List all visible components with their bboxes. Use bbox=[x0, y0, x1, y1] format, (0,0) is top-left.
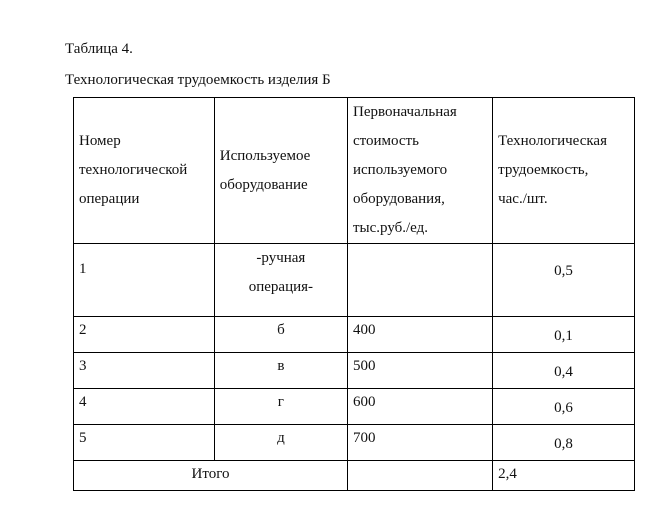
total-label: Итого bbox=[74, 461, 348, 491]
cell-cost: 400 bbox=[347, 317, 492, 353]
cell-operation: 5 bbox=[74, 425, 215, 461]
table-row bbox=[74, 317, 635, 353]
cell-cost: 700 bbox=[347, 425, 492, 461]
cell-equipment: д bbox=[214, 425, 347, 461]
header-initial-cost: Первоначальная стоимость используемого оборудования, тыс.руб./ед. bbox=[347, 98, 492, 244]
total-labor: 2,4 bbox=[493, 461, 635, 491]
cell-operation: 3 bbox=[74, 353, 215, 389]
cell-equipment: в bbox=[214, 353, 347, 389]
cell-labor: 0,5 bbox=[493, 244, 635, 317]
table-row bbox=[74, 353, 635, 389]
header-operation-number: Номер технологической операции bbox=[74, 98, 215, 244]
table-header-row bbox=[74, 98, 635, 244]
cell-labor: 0,4 bbox=[493, 353, 635, 389]
table-title: Технологическая трудоемкость изделия Б bbox=[65, 72, 331, 88]
total-cost bbox=[347, 461, 492, 491]
labor-intensity-table bbox=[73, 97, 635, 491]
cell-labor: 0,8 bbox=[493, 425, 635, 461]
table-number: Таблица 4. bbox=[65, 41, 133, 57]
cell-operation: 2 bbox=[74, 317, 215, 353]
header-labor-intensity: Технологическая трудоемкость, час./шт. bbox=[493, 98, 635, 244]
cell-operation: 1 bbox=[74, 244, 215, 317]
table-row bbox=[74, 389, 635, 425]
table-row bbox=[74, 244, 635, 317]
cell-equipment: б bbox=[214, 317, 347, 353]
cell-labor: 0,1 bbox=[493, 317, 635, 353]
cell-cost: 500 bbox=[347, 353, 492, 389]
cell-cost: 600 bbox=[347, 389, 492, 425]
cell-cost bbox=[347, 244, 492, 317]
header-equipment: Используемое оборудование bbox=[214, 98, 347, 244]
cell-operation: 4 bbox=[74, 389, 215, 425]
cell-equipment: -ручная операция- bbox=[214, 244, 347, 317]
cell-equipment: г bbox=[214, 389, 347, 425]
cell-labor: 0,6 bbox=[493, 389, 635, 425]
table-total-row bbox=[74, 461, 635, 491]
table-row bbox=[74, 425, 635, 461]
